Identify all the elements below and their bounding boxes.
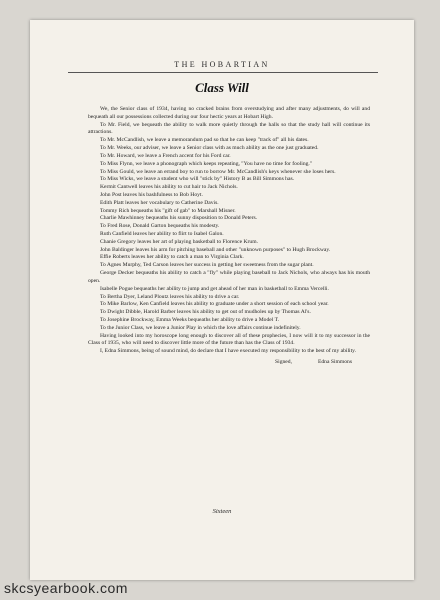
- will-paragraph: To Mike Barlow, Ken Canfield leaves his ability to graduate under a short session of each school year.: [100, 301, 329, 308]
- will-paragraph: To Agnes Murphy, Ted Carson leaves her success in getting her sweetness from the sugar plant.: [100, 262, 314, 269]
- will-paragraph: To Mr. Howard, we leave a French accent for his Ford car.: [100, 152, 231, 159]
- will-paragraph: Having looked into my horoscope long enough to discover all of these prophecies, I now will it to my successor in the Class of 1935, who will need to discover little more of the future than has the Class of 1934.: [88, 332, 370, 347]
- paragraph-list: [88, 106, 370, 356]
- page-title: Class Will: [195, 80, 249, 95]
- signature-line: [88, 359, 370, 367]
- yearbook-page: [30, 20, 414, 580]
- running-header: THE HOBARTIAN: [174, 60, 270, 69]
- will-paragraph: To Mr. Weeks, our adviser, we leave a Senior class with as much ability as the one just graduated.: [100, 145, 319, 152]
- will-paragraph: Isabelle Pogue bequeaths her ability to jump and get ahead of her man in basketball to Emma Vercelli.: [100, 285, 329, 292]
- will-paragraph: Tommy Rich bequeaths his "gift of gab" to Marshall Misner.: [100, 207, 236, 214]
- will-paragraph: John Baldinger leaves his arm for pitching baseball and other "unknown purposes" to Hugh Brockway.: [100, 246, 331, 253]
- will-paragraph: To Dwight Dibble, Harold Barber leaves his ability to get out of mudholes up by Thomas Al's.: [100, 309, 311, 316]
- will-paragraph: To Fred Rose, Donald Garton bequeaths his modesty.: [100, 223, 220, 230]
- will-paragraph: To the Junior Class, we leave a Junior Play in which the love affairs continue indefinitely.: [100, 324, 301, 331]
- will-paragraph: Kermit Cantwell leaves his ability to cut hair to Jack Nichols.: [100, 184, 238, 191]
- will-paragraph: To Bertha Dyer, Leland Ploutz leaves his ability to drive a car.: [100, 293, 240, 300]
- will-paragraph: To Miss Wicks, we leave a student who will "stick by" History B as Bill Simmons has.: [100, 176, 295, 183]
- will-paragraph: Ruth Canfield leaves her ability to flirt to Isabel Galon.: [100, 231, 224, 237]
- will-paragraph: To Mr. Field, we bequeath the ability to walk more quietly through the halls so that the study hall will continue its attractions.: [88, 121, 370, 136]
- will-paragraph: To Miss Gould, we leave an errand boy to run to borrow Mr. McCandlish's keys whenever she loses hers.: [100, 168, 336, 175]
- page-number: Sixteen: [212, 508, 232, 515]
- will-paragraph: I, Edna Simmons, being of sound mind, do declare that I have executed my responsibility to the best of my ability.: [100, 348, 356, 355]
- will-paragraph: To Miss Flynn, we leave a phonograph which keeps repeating, "You have no time for fooling.": [100, 160, 313, 167]
- will-paragraph: Effie Roberts leaves her ability to catch a man to Virginia Clark.: [100, 254, 244, 261]
- will-paragraph: John Post leaves his bashfulness to Bob Hoyt.: [100, 191, 203, 198]
- will-paragraph: Charlie Mawhinney bequeaths his sunny disposition to Donald Peters.: [100, 215, 258, 222]
- watermark: skcsyearbook.com: [4, 580, 128, 596]
- will-paragraph: To Josephine Brockway, Emma Weeks bequeaths her ability to drive a Model T.: [100, 316, 279, 323]
- signature-label: Signed,: [275, 359, 292, 365]
- will-paragraph: Chanie Gregory leaves her art of playing basketball to Florence Krum.: [100, 238, 258, 245]
- will-paragraph: Edith Platt leaves her vocabulary to Catherine Davis.: [100, 199, 219, 206]
- will-paragraph: We, the Senior class of 1934, having no cracked brains from overstudying and after many adjustments, do will and bequeath all our possessions collected during our four hectic years at Hobart High.: [88, 106, 370, 120]
- will-paragraph: To Mr. McCandlish, we leave a memorandum pad so that he can keep "track of" all his dates.: [100, 137, 309, 144]
- class-will-text: [88, 106, 370, 367]
- signature-name: Edna Simmons: [317, 359, 352, 365]
- will-paragraph: George Decker bequeaths his ability to catch a "fly" while playing baseball to Jack Nichols, who always has his mouth open.: [88, 270, 370, 284]
- header-rule: [68, 72, 378, 73]
